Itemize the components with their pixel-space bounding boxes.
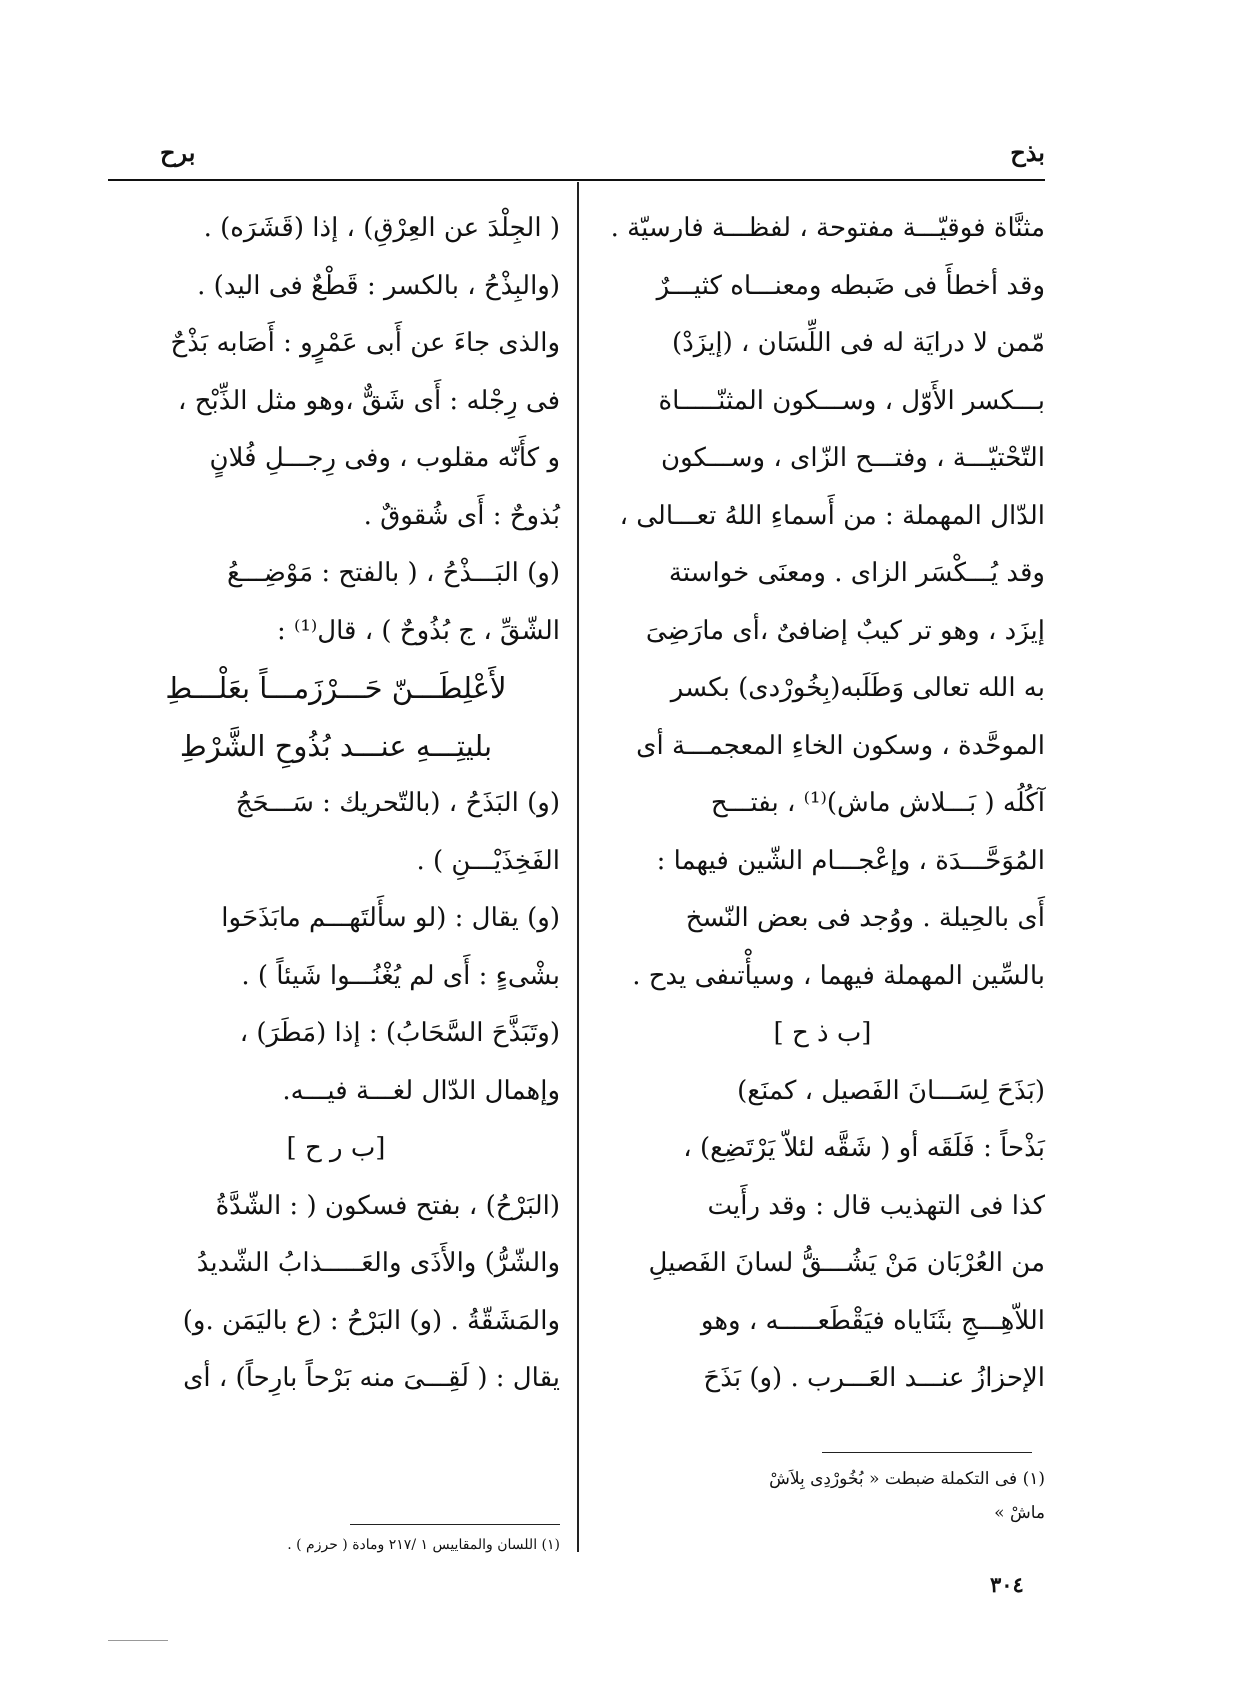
text-line: بَذْحاً : فَلَقَه أو ( شَقَّه لئلاّ يَرْتَضِع) ، [683,1133,1045,1163]
root-heading-bdh [600,1005,1045,1063]
header-rule [108,179,1045,181]
root-heading-text: [ب ذ ح ] [773,1018,872,1048]
text-line: الشّقِّ ، ج بُذُوحٌ ) ، قال⁽¹⁾ : [276,615,560,646]
entry-badhah [112,775,560,890]
text-line: (وتَبَذَّحَ السَّحَابُ) : إذا (مَطَرَ) ، [239,1018,560,1048]
page-number: ٣٠٤ [990,1572,1024,1597]
text-line: التّحْتيّـــة ، وفتـــح الزّاى ، وســـكون [661,443,1045,473]
text-line: بشْىءٍ : أَى لم يُغْنُـــوا شَيئاً ) . [241,960,560,991]
text-line: (و) يقال : (لو سأَلتَهـــم مابَذَحَوا [221,903,560,933]
text-line: من العُرْبَان مَنْ يَشُـــقُّ لسانَ الفَصيلِ [648,1248,1045,1278]
entry-badh [112,545,560,660]
text-line: إيزَد ، وهو تر كيبٌ إضافىٌ ،أى مارَضِىَ [645,615,1045,646]
header-left-word: برح [160,138,196,167]
root-heading-brh [112,1120,560,1178]
text-line: (بَذَحَ لِسَـــانَ الفَصيل ، كمنَع) [737,1075,1045,1106]
footnote-rule-left [350,1524,560,1525]
text-line: والشّرُّ) والأَذَى والعَـــــذابُ الشّديدُ [196,1248,560,1278]
entry-idhd [600,200,1045,1005]
text-line: الموحَّدة ، وسكون الخاءِ المعجمـــة أى [636,730,1045,761]
footnote-line: (١) فى التكملة ضبطت « بُخُورْدِى بِلاَشْ [769,1469,1045,1489]
text-line: والذى جاءَ عن أَبى عَمْرٍو : أَصَابه بَذْحٌ [170,328,560,358]
right-column [600,200,1045,1408]
text-line: الفَخِذَيْـــنِ ) . [416,845,560,876]
entry-continuation [112,200,560,545]
text-line: آكُلُه ( بَـــلاش ماش)⁽¹⁾ ، بفتـــح [710,788,1045,818]
text-line: بالسِّين المهملة فيهما ، وسيأْتىفى يدح . [632,960,1045,991]
footnote-line: ماشْ » [994,1503,1045,1523]
poetry-verse [112,660,560,775]
text-line: والمَشَقّةُ . (و) البَرْحُ : (ع باليَمَن .و) [182,1305,560,1336]
text-line: فى رِجْله : أَى شَقٌّ ،وهو مثل الذِّبْح ، [178,385,560,416]
verse-line: بليتِـــهِ عنـــد بُذُوحِ الشَّرْطِ [179,728,493,763]
footnote-right [769,1462,1045,1530]
verse-line: لأَعْلِطَـــنّ حَـــرْزَمـــاً بعَلْـــطِ [165,671,507,705]
text-line: (البَرْحُ) ، بفتح فسكون ( : الشّدَّةُ [215,1190,560,1221]
text-line: وقد أخطأَ فى ضَبطه ومعنـــاه كثيـــرٌ [656,270,1045,301]
text-line: به الله تعالى وَطَلَبه(بِخُورْدى) بكسر [670,673,1045,703]
text-line: (و) البَـــذْحُ ، ( بالفتح : مَوْضِـــعُ [227,558,560,588]
text-line: الإحزازُ عنـــد العَـــرب . (و) بَذَحَ [703,1363,1045,1393]
text-line: الدّال المهملة : من أَسماءِ اللهُ تعـــالى ، [619,500,1045,531]
entry-badhaha [600,1063,1045,1408]
text-line: يقال : ( لَقِـــىَ منه بَرْحاً بارِحاً) ، أى [183,1363,560,1393]
text-line: وإهمال الدّال لغـــة فيـــه. [282,1075,560,1106]
header-right-word: بذح [1010,138,1045,167]
scan-mark [108,1640,168,1641]
text-line: (والبِذْحُ ، بالكسر : قَطْعٌ فى اليد) . [197,270,560,301]
text-line: وقد يُـــكْسَر الزاى . ومعنَى خواستة [668,558,1045,588]
text-line: كذا فى التهذيب قال : وقد رأَيت [707,1190,1045,1221]
text-line: بُذوحٌ : أَى شُقوقٌ . [363,500,560,531]
entry-barh [112,1178,560,1408]
text-line: ( الجِلْدَ عن العِرْقِ) ، إذا (قَشَرَه) . [203,213,560,243]
text-line: بـــكسر الأَوّل ، وســـكون المثنّـــــاة [658,385,1045,416]
entry-tabadhdhaha [112,1005,560,1120]
footnote-rule-right [822,1452,1032,1453]
root-heading-text: [ب ر ح ] [286,1133,386,1163]
entry-yuqal [112,890,560,1005]
text-line: اللاّهِـــجِ بثَنَاياه فيَقْطَعـــــه ، وهو [700,1305,1045,1336]
column-divider [577,182,579,1552]
text-line: أَى بالحِيلة . ووُجد فى بعض النّسخ [685,903,1045,933]
text-line: مثنَّاة فوقيّـــة مفتوحة ، لفظـــة فارسيّة . [610,213,1045,243]
text-line: المُوَحَّـــدَة ، وإعْجـــام الشّين فيهما : [656,845,1045,876]
left-column [112,200,560,1408]
text-line: (و) البَذَحُ ، (بالتّحريك : سَـــحَجُ [235,788,560,818]
page-header [110,138,1045,178]
text-line: مّمن لا درايَة له فى اللِّسَان ، (إيزَدْ) [672,328,1045,358]
text-line: و كأَنّه مقلوب ، وفى رِجـــلِ فُلانٍ [209,443,560,473]
footnote-left: (١) اللسان والمقاييس ١ /٢١٧ ومادة ( حرزم ) . [287,1537,560,1553]
